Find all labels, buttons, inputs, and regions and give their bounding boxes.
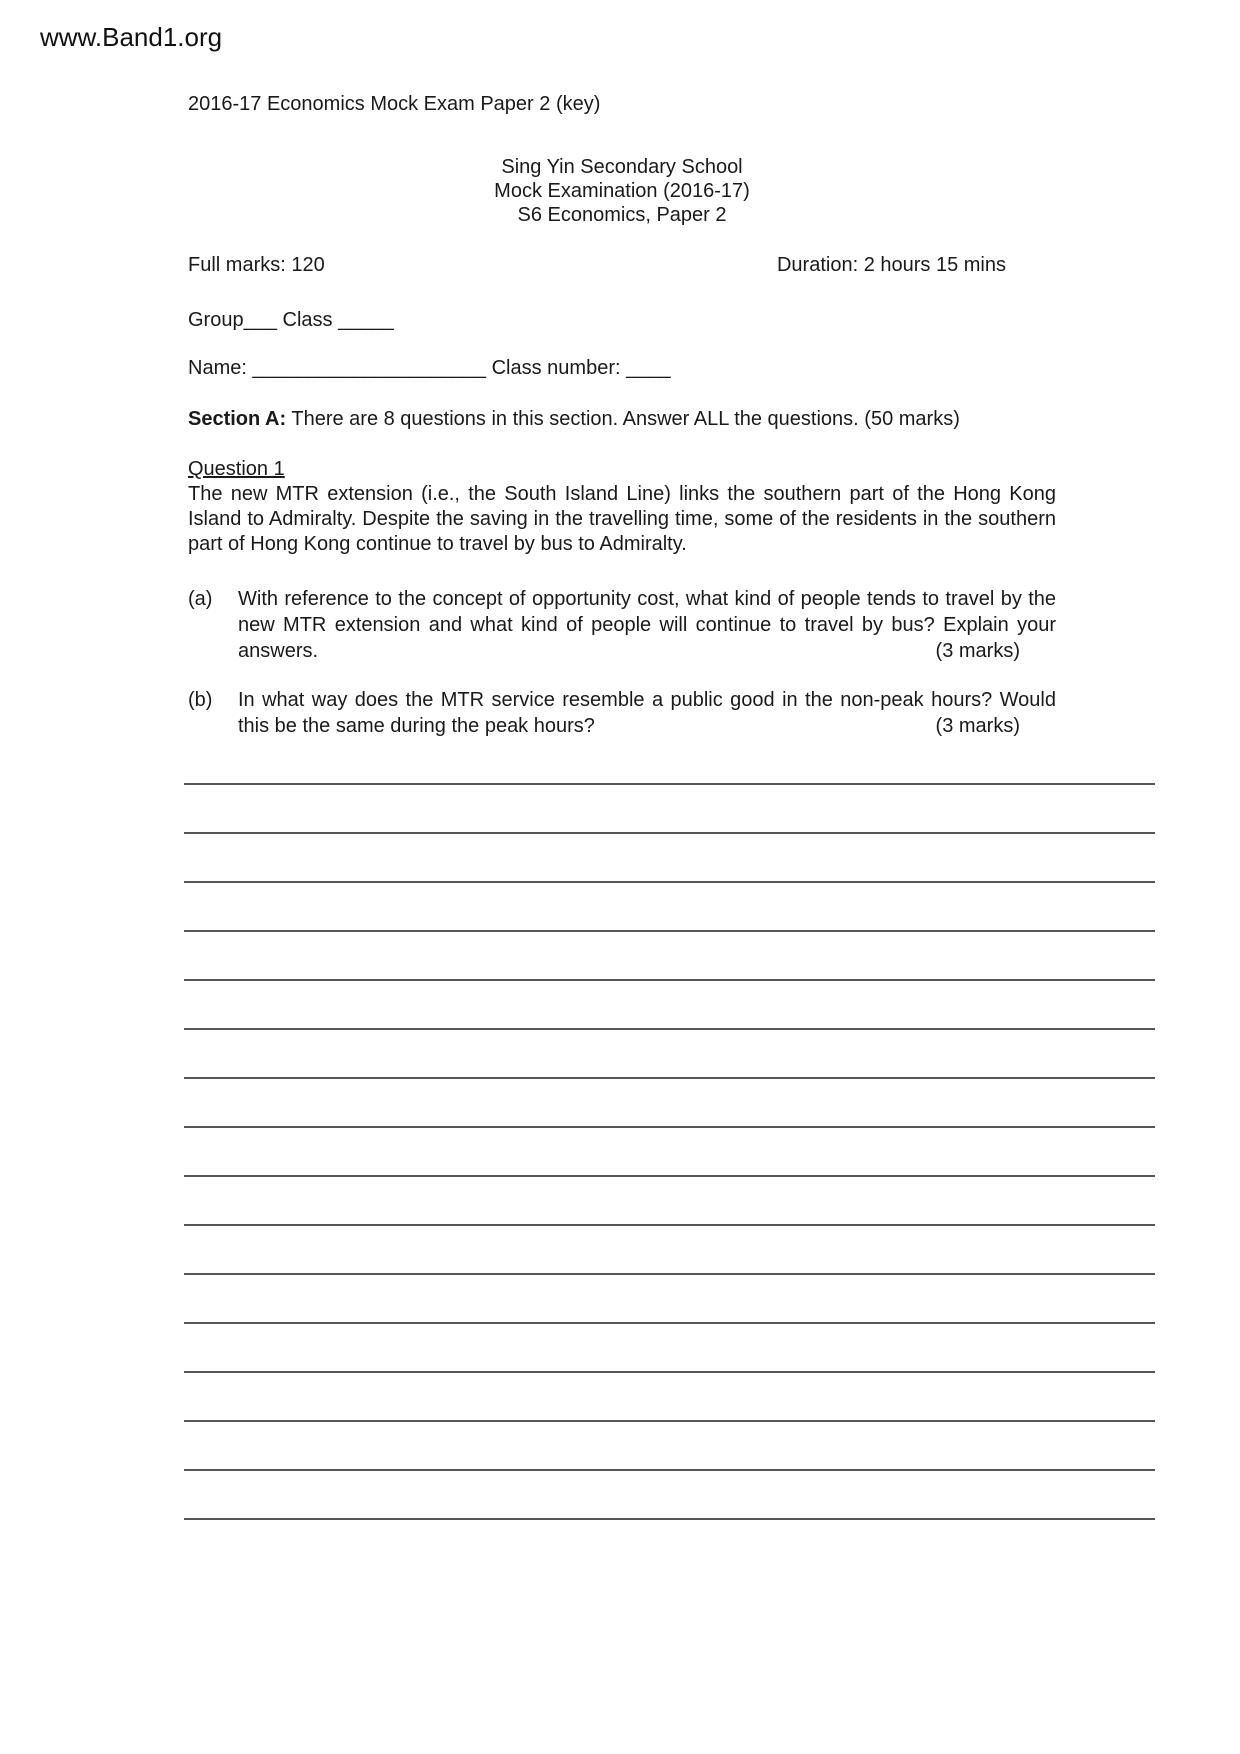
answer-line [184,930,1155,979]
part-b-label: (b) [188,689,213,711]
document-title: 2016-17 Economics Mock Exam Paper 2 (key) [188,93,601,115]
answer-area [184,783,1155,1567]
answer-line [184,1273,1155,1322]
answer-line [184,1175,1155,1224]
question-1-title-text: Question 1 [188,458,285,480]
answer-line [184,1469,1155,1518]
group-class-field: Group___ Class _____ [188,309,394,331]
part-b-marks: (3 marks) [935,715,1020,737]
name-class-number-field: Name: _____________________ Class number: ____ [188,357,671,379]
answer-line [184,783,1155,832]
full-marks-label: Full marks: 120 [188,254,325,276]
section-a-instructions: There are 8 questions in this section. Answer ALL the questions. (50 marks) [286,408,960,430]
examination-name: Mock Examination (2016-17) [494,180,750,202]
answer-line [184,1322,1155,1371]
watermark: www.Band1.org [40,22,223,52]
school-name: Sing Yin Secondary School [501,156,743,178]
section-a-heading [188,407,1056,432]
part-a-marks: (3 marks) [935,640,1020,662]
answer-line [184,881,1155,930]
answer-line [184,1224,1155,1273]
page-content [188,0,1056,1567]
answer-line [184,1028,1155,1077]
answer-line [184,1371,1155,1420]
part-a-text: With reference to the concept of opportunity cost, what kind of people tends to travel by the new MTR extension and what kind of people will continue to travel by bus? Explain your answers. [238,588,1056,662]
answer-line [184,1126,1155,1175]
exam-header [188,155,1056,227]
part-a-body [238,586,1056,664]
part-b-text: In what way does the MTR service resemble a public good in the non-peak hours? Would this be the same during the peak hours? [238,689,1056,737]
answer-line [184,1518,1155,1567]
question-1-part-a [188,586,1056,664]
question-1-part-b [188,687,1056,739]
answer-line [184,832,1155,881]
answer-line [184,1077,1155,1126]
part-a-label: (a) [188,588,213,610]
marks-duration-row [188,253,1056,278]
section-a-label: Section A: [188,408,287,430]
part-b-body [238,687,1056,739]
question-1-intro: The new MTR extension (i.e., the South Island Line) links the southern part of the Hong Kong Island to Admiralty. Despite the saving in the travelling time, some of the residents in the southern part of Hong Kong continue to travel by bus to Admiralty. [188,483,1056,555]
question-1-title [188,457,1056,482]
answer-line [184,1420,1155,1469]
paper-name: S6 Economics, Paper 2 [517,204,727,226]
answer-line [184,979,1155,1028]
duration-label: Duration: 2 hours 15 mins [776,254,1006,276]
